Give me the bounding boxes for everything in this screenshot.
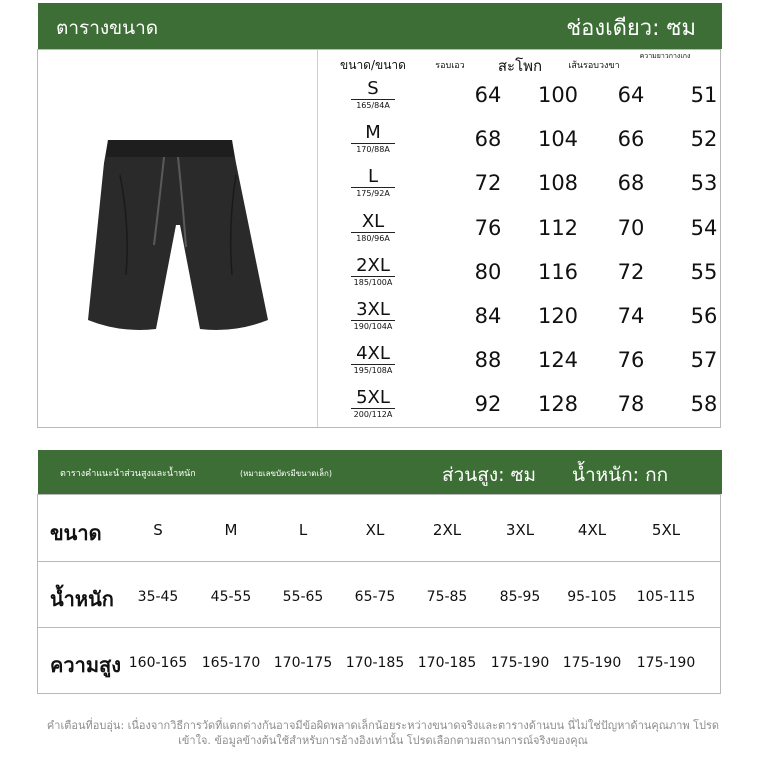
- size-cell: 2XL: [432, 521, 462, 539]
- size-label: 5XL: [356, 387, 390, 409]
- measure-waist: 76: [474, 215, 502, 240]
- recommend-weight-row: [38, 561, 722, 627]
- size-row: [38, 298, 722, 342]
- measure-thigh: 72: [617, 259, 645, 284]
- size-cell: M: [224, 521, 238, 539]
- measure-waist: 72: [474, 171, 502, 196]
- weight-unit: น้ำหนัก: กก: [572, 464, 669, 486]
- measure-thigh: 66: [617, 127, 645, 152]
- size-cell: 5XL: [651, 521, 681, 539]
- recommend-table: [37, 494, 721, 694]
- size-chart-unit: ช่องเดียว: ซม: [566, 16, 696, 41]
- size-cell: 4XL: [577, 521, 607, 539]
- size-cell: L: [298, 521, 308, 539]
- measure-waist: 68: [474, 127, 502, 152]
- height-cell: 165-170: [201, 655, 261, 671]
- size-code: 200/112A: [353, 410, 393, 420]
- weight-cell: 65-75: [354, 589, 396, 605]
- measure-hip: 104: [537, 127, 579, 152]
- height-unit: ส่วนสูง: ซม: [442, 464, 536, 486]
- measure-thigh: 78: [617, 392, 645, 417]
- size-label: XL: [361, 210, 385, 232]
- measure-thigh: 74: [617, 304, 645, 328]
- size-row: [38, 210, 722, 254]
- weight-cell: 95-105: [567, 589, 617, 605]
- measure-length: 55: [690, 259, 718, 284]
- size-row: [38, 165, 722, 209]
- size-code: 175/92A: [356, 189, 390, 199]
- measure-hip: 112: [537, 215, 579, 240]
- height-row-label: ความสูง: [50, 653, 121, 677]
- measure-length: 56: [690, 304, 718, 328]
- height-cell: 170-185: [417, 655, 477, 671]
- measure-hip: 128: [537, 392, 579, 417]
- measure-waist: 64: [474, 83, 502, 107]
- size-label: 2XL: [356, 254, 390, 276]
- size-underline: [351, 187, 395, 188]
- size-code: 170/88A: [356, 145, 390, 155]
- weight-cell: 105-115: [636, 589, 696, 605]
- measure-hip: 108: [537, 171, 579, 196]
- measure-hip: 120: [537, 304, 579, 328]
- recommend-header: [38, 450, 722, 494]
- weight-cell: 35-45: [137, 589, 179, 605]
- size-underline: [351, 143, 395, 144]
- measure-thigh: 76: [617, 348, 645, 373]
- size-row-label: ขนาด: [50, 521, 102, 545]
- measure-thigh: 70: [617, 215, 645, 240]
- weight-cell: 75-85: [426, 589, 468, 605]
- measure-waist: 80: [474, 259, 502, 284]
- size-row: [38, 342, 722, 386]
- measure-length: 52: [690, 127, 718, 152]
- size-underline: [351, 232, 395, 233]
- measure-waist: 84: [474, 304, 502, 328]
- size-underline: [351, 99, 395, 100]
- height-cell: 170-185: [345, 655, 405, 671]
- height-cell: 175-190: [562, 655, 622, 671]
- size-label: L: [367, 166, 379, 188]
- size-row: [38, 121, 722, 165]
- footnote-line-2: ข้อมูลข้างต้นใช้สำหรับการอ้างอิงเท่านั้น โปรดเลือกตามสถานการณ์จริงของคุณ: [214, 734, 588, 747]
- size-code: 180/96A: [356, 233, 390, 243]
- recommend-size-row: [38, 495, 722, 561]
- size-code: 190/104A: [353, 322, 393, 331]
- height-cell: 160-165: [128, 655, 188, 671]
- size-row: [38, 77, 722, 121]
- measure-hip: 100: [537, 83, 579, 107]
- measure-length: 57: [690, 348, 718, 373]
- col-head-thigh: เส้นรอบวงขา: [568, 61, 620, 71]
- height-cell: 170-175: [273, 655, 333, 671]
- weight-row-label: น้ำหนัก: [50, 587, 114, 611]
- size-row: [38, 386, 722, 430]
- footnote-line-1: คำเตือนที่อบอุ่น: เนื่องจากวิธีการวัดที่แตกต่างกันอาจมีข้อผิดพลาดเล็กน้อยระหว่างขนาดจริงและตารางด้านบน นี่ไม่ใช่ปัญหาด้านคุณภาพ โปรดเข้าใจ.: [46, 719, 720, 747]
- size-underline: [351, 408, 395, 409]
- measure-hip: 116: [537, 259, 579, 284]
- size-chart-title: ตารางขนาด: [56, 17, 159, 39]
- measure-length: 54: [690, 215, 718, 240]
- measure-length: 58: [690, 392, 718, 417]
- measure-thigh: 68: [617, 171, 645, 196]
- size-underline: [351, 276, 395, 277]
- size-code: 165/84A: [356, 101, 390, 110]
- size-cell: XL: [365, 521, 385, 539]
- size-underline: [351, 364, 395, 365]
- size-label: 3XL: [356, 299, 390, 320]
- size-label: S: [367, 78, 379, 99]
- col-head-size: ขนาด/ขนาด: [340, 58, 406, 72]
- height-cell: 175-190: [490, 655, 550, 671]
- measure-hip: 124: [537, 348, 579, 373]
- footnote: [46, 718, 720, 748]
- recommend-title: ตารางคำแนะนำส่วนสูงและน้ำหนัก: [60, 469, 196, 479]
- height-cell: 175-190: [636, 655, 696, 671]
- measure-waist: 92: [474, 392, 502, 417]
- col-head-waist: รอบเอว: [435, 61, 465, 71]
- weight-cell: 55-65: [282, 589, 324, 605]
- size-underline: [351, 320, 395, 321]
- size-chart-header: [38, 3, 722, 49]
- measure-waist: 88: [474, 348, 502, 373]
- measure-length: 51: [690, 83, 718, 107]
- col-head-length: ความยาวกางเกง: [639, 52, 691, 60]
- weight-cell: 85-95: [499, 589, 541, 605]
- size-chart-table: [37, 49, 721, 428]
- recommend-note: (หมายเลขบัตรมีขนาดเล็ก): [240, 469, 333, 478]
- size-code: 195/108A: [353, 366, 393, 376]
- weight-cell: 45-55: [210, 589, 252, 605]
- recommend-height-row: [38, 627, 722, 693]
- measure-thigh: 64: [617, 83, 645, 107]
- size-label: M: [365, 122, 381, 144]
- size-cell: S: [153, 521, 163, 539]
- size-row: [38, 254, 722, 298]
- size-cell: 3XL: [505, 521, 535, 539]
- size-label: 4XL: [356, 343, 390, 365]
- col-head-hip: สะโพก: [497, 57, 543, 75]
- measure-length: 53: [690, 171, 718, 196]
- size-code: 185/100A: [353, 277, 393, 287]
